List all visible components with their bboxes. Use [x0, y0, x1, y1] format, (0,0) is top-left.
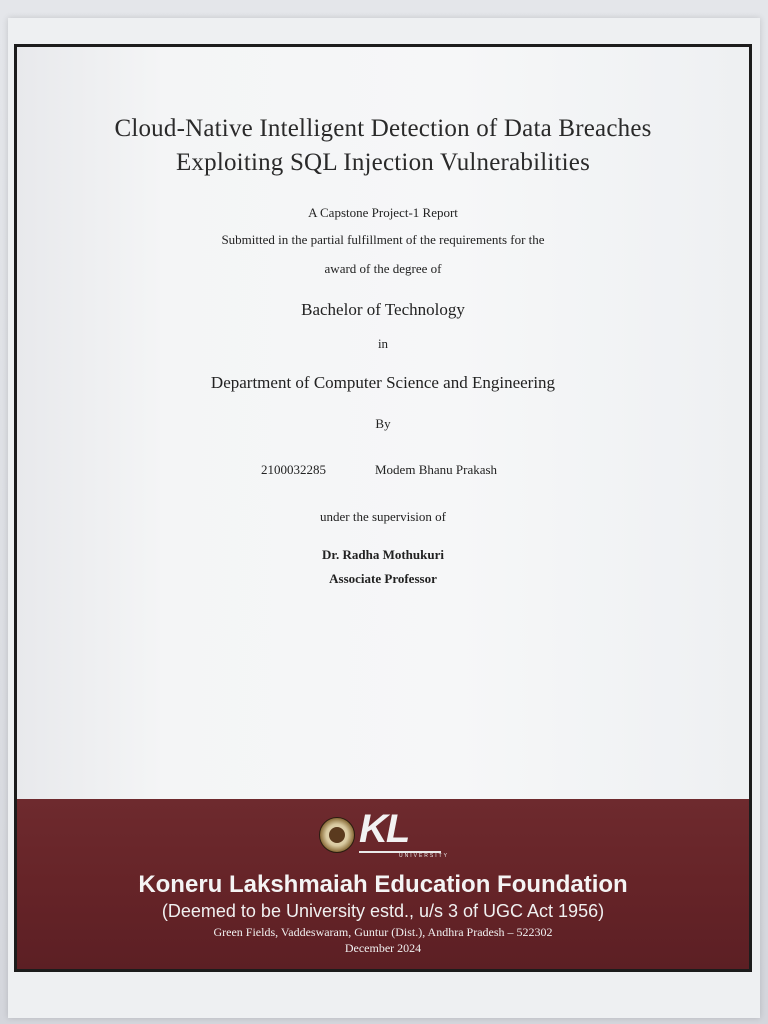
supervisor-name: Dr. Radha Mothukuri — [322, 547, 444, 562]
degree-name: Bachelor of Technology — [301, 300, 465, 319]
department-name: Department of Computer Science and Engineering — [210, 373, 556, 392]
institution-footer-band — [17, 799, 749, 969]
submission-statement-line-2: award of the degree of — [324, 261, 442, 276]
student-roll-number: 2100032285 — [261, 462, 326, 477]
supervisor-designation: Associate Professor — [329, 571, 437, 586]
report-date: December 2024 — [344, 941, 422, 955]
university-seal-icon — [319, 817, 355, 853]
kl-logo-subtext: UNIVERSITY — [399, 853, 450, 859]
cover-page-frame — [14, 44, 752, 972]
submission-statement-line-1: Submitted in the partial fulfillment of the requirements for the — [221, 232, 545, 247]
institution-status: (Deemed to be University estd., u/s 3 of UGC Act 1956) — [161, 901, 605, 921]
kl-logo-mark: KL — [359, 807, 409, 851]
report-title-line-2: Exploiting SQL Injection Vulnerabilities — [175, 149, 591, 176]
supervision-label: under the supervision of — [319, 509, 446, 524]
report-title-line-1: Cloud-Native Intelligent Detection of Data Breaches — [114, 115, 652, 142]
in-label: in — [377, 336, 389, 351]
university-logo — [317, 807, 457, 865]
report-type: A Capstone Project-1 Report — [308, 205, 458, 220]
institution-name: Koneru Lakshmaiah Education Foundation — [138, 871, 628, 898]
institution-address: Green Fields, Vaddeswaram, Guntur (Dist.), Andhra Pradesh – 522302 — [213, 925, 553, 939]
by-label: By — [375, 416, 391, 431]
student-name: Modem Bhanu Prakash — [375, 462, 498, 477]
